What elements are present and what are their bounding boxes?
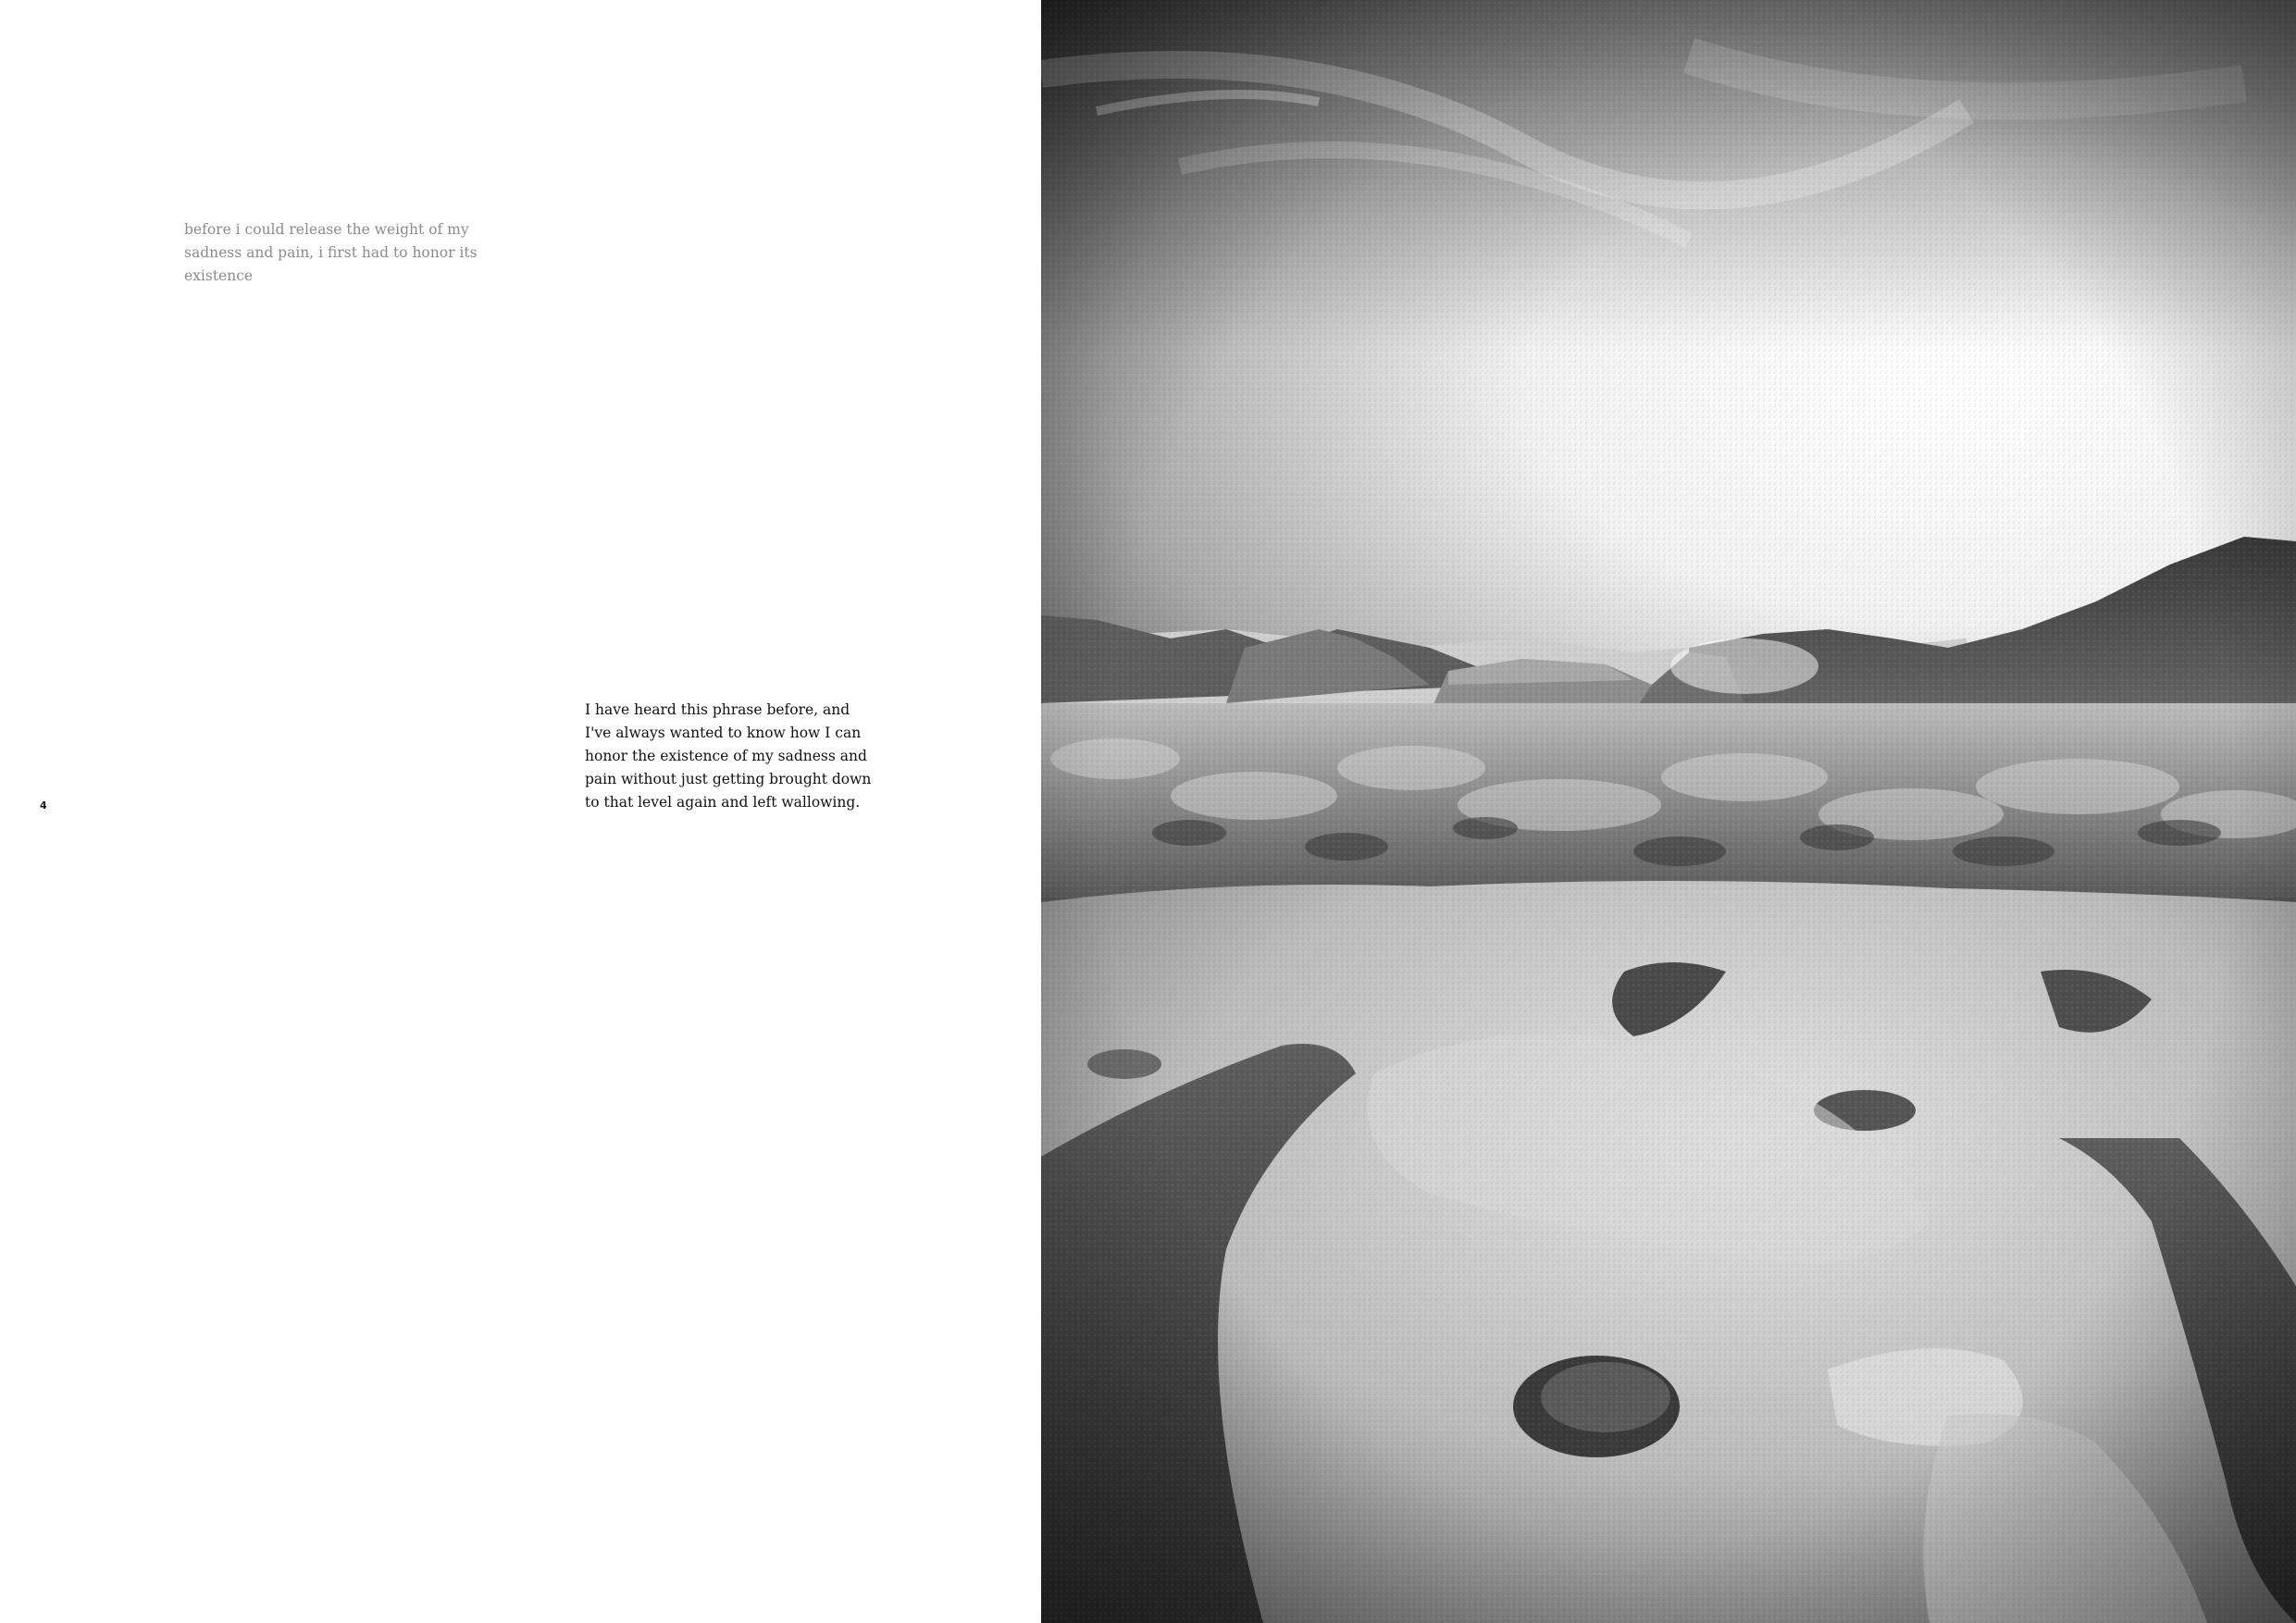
epigraph-text: before i could release the weight of my sadness and pain, i first had to honor its existence bbox=[184, 221, 478, 284]
reflection-paragraph: I have heard this phrase before, and I've always wanted to know how I can honor the existence of my sadness and pain without just getting brought down to that level again and left wallowing. bbox=[585, 701, 872, 811]
landscape-illustration bbox=[1041, 0, 2296, 1623]
page-number: 4 bbox=[40, 799, 47, 812]
left-page bbox=[0, 0, 1041, 1623]
landscape-photo bbox=[1041, 0, 2296, 1623]
